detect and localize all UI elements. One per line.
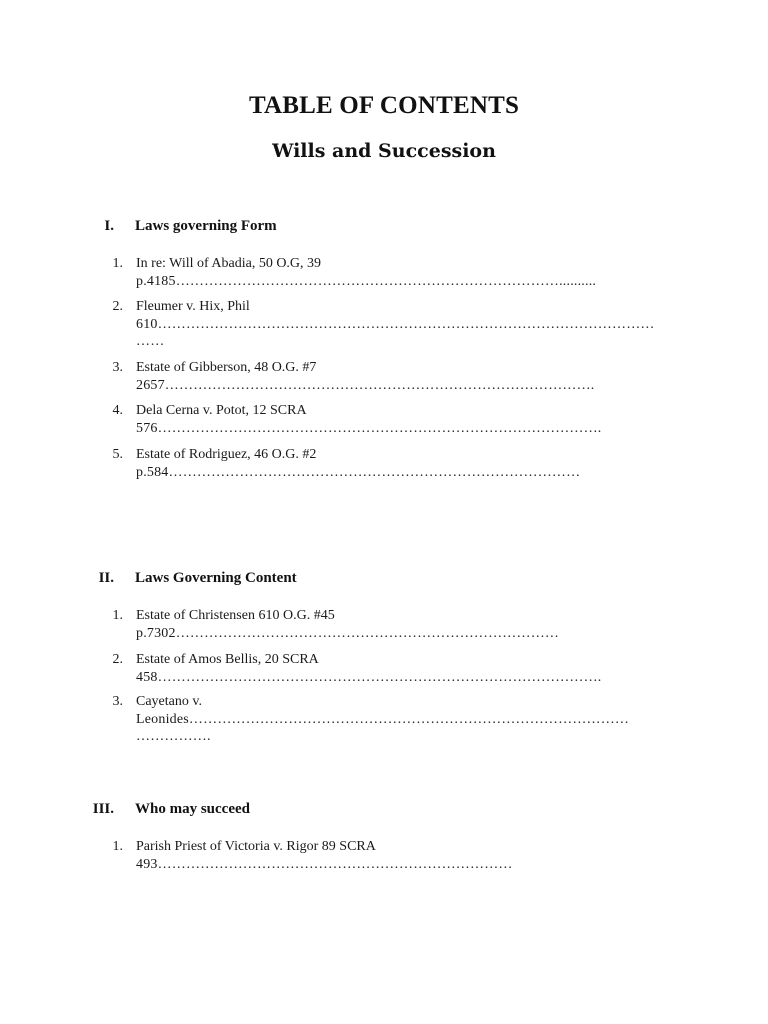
section-numeral: II. xyxy=(98,570,114,586)
entry-case-name: Estate of Gibberson, 48 O.G. #7 xyxy=(136,360,317,375)
entry-page-reference: 576…………………………………………………………………………………. xyxy=(136,420,602,436)
section-numeral: III. xyxy=(92,801,114,817)
entry-number: 2. xyxy=(112,652,123,667)
entry-page-reference: 610…………………………………………………………………………………………… xyxy=(136,316,655,332)
entry-page-reference: 2657………………………………………………………………………………. xyxy=(136,377,595,393)
entry-text xyxy=(136,255,672,290)
entry-number: 5. xyxy=(112,447,123,462)
entry-case-name: Parish Priest of Victoria v. Rigor 89 SCRA xyxy=(136,839,376,854)
entry-text xyxy=(136,651,672,686)
document-subtitle: Wills and Succession xyxy=(272,140,496,162)
entry-number: 2. xyxy=(112,299,123,314)
entry-page-reference: p.584…………………………………………………………………………… xyxy=(136,464,581,480)
entry-text xyxy=(136,359,672,394)
section-numeral: I. xyxy=(104,218,114,234)
entry-case-name: In re: Will of Abadia, 50 O.G, 39 xyxy=(136,256,322,271)
entry-leader-continuation: ……………. xyxy=(136,729,211,744)
section-title: Who may succeed xyxy=(135,801,250,817)
section-title: Laws Governing Content xyxy=(135,570,297,586)
entry-case-name: Fleumer v. Hix, Phil xyxy=(136,299,250,314)
document-title: TABLE OF CONTENTS xyxy=(248,92,520,119)
entry-text xyxy=(136,607,672,642)
entry-case-name: Dela Cerna v. Potot, 12 SCRA xyxy=(136,403,307,418)
entry-text xyxy=(136,298,672,351)
entry-text xyxy=(136,402,672,437)
section-title: Laws governing Form xyxy=(135,218,277,234)
entry-number: 4. xyxy=(112,403,123,418)
entry-number: 3. xyxy=(112,360,123,375)
entry-leader-continuation: …… xyxy=(136,334,165,349)
entry-page-reference: p.4185……………………………………………………………………….......... xyxy=(136,273,597,289)
entry-number: 3. xyxy=(112,694,123,709)
entry-page-reference: 493………………………………………………………………… xyxy=(136,856,513,872)
entry-case-name: Estate of Rodriguez, 46 O.G. #2 xyxy=(136,447,317,462)
entry-number: 1. xyxy=(112,839,123,854)
entry-page-reference: p.7302……………………………………………………………………… xyxy=(136,625,560,641)
entry-text xyxy=(136,693,672,746)
entry-case-name: Estate of Amos Bellis, 20 SCRA xyxy=(136,652,319,667)
entry-text xyxy=(136,838,672,873)
entry-case-name: Cayetano v. xyxy=(136,694,202,709)
entry-page-reference: 458…………………………………………………………………………………. xyxy=(136,669,602,685)
entry-text xyxy=(136,446,672,481)
entry-case-name: Estate of Christensen 610 O.G. #45 xyxy=(136,608,335,623)
entry-page-reference: Leonides………………………………………………………………………………… xyxy=(136,711,630,727)
entry-number: 1. xyxy=(112,608,123,623)
entry-number: 1. xyxy=(112,256,123,271)
